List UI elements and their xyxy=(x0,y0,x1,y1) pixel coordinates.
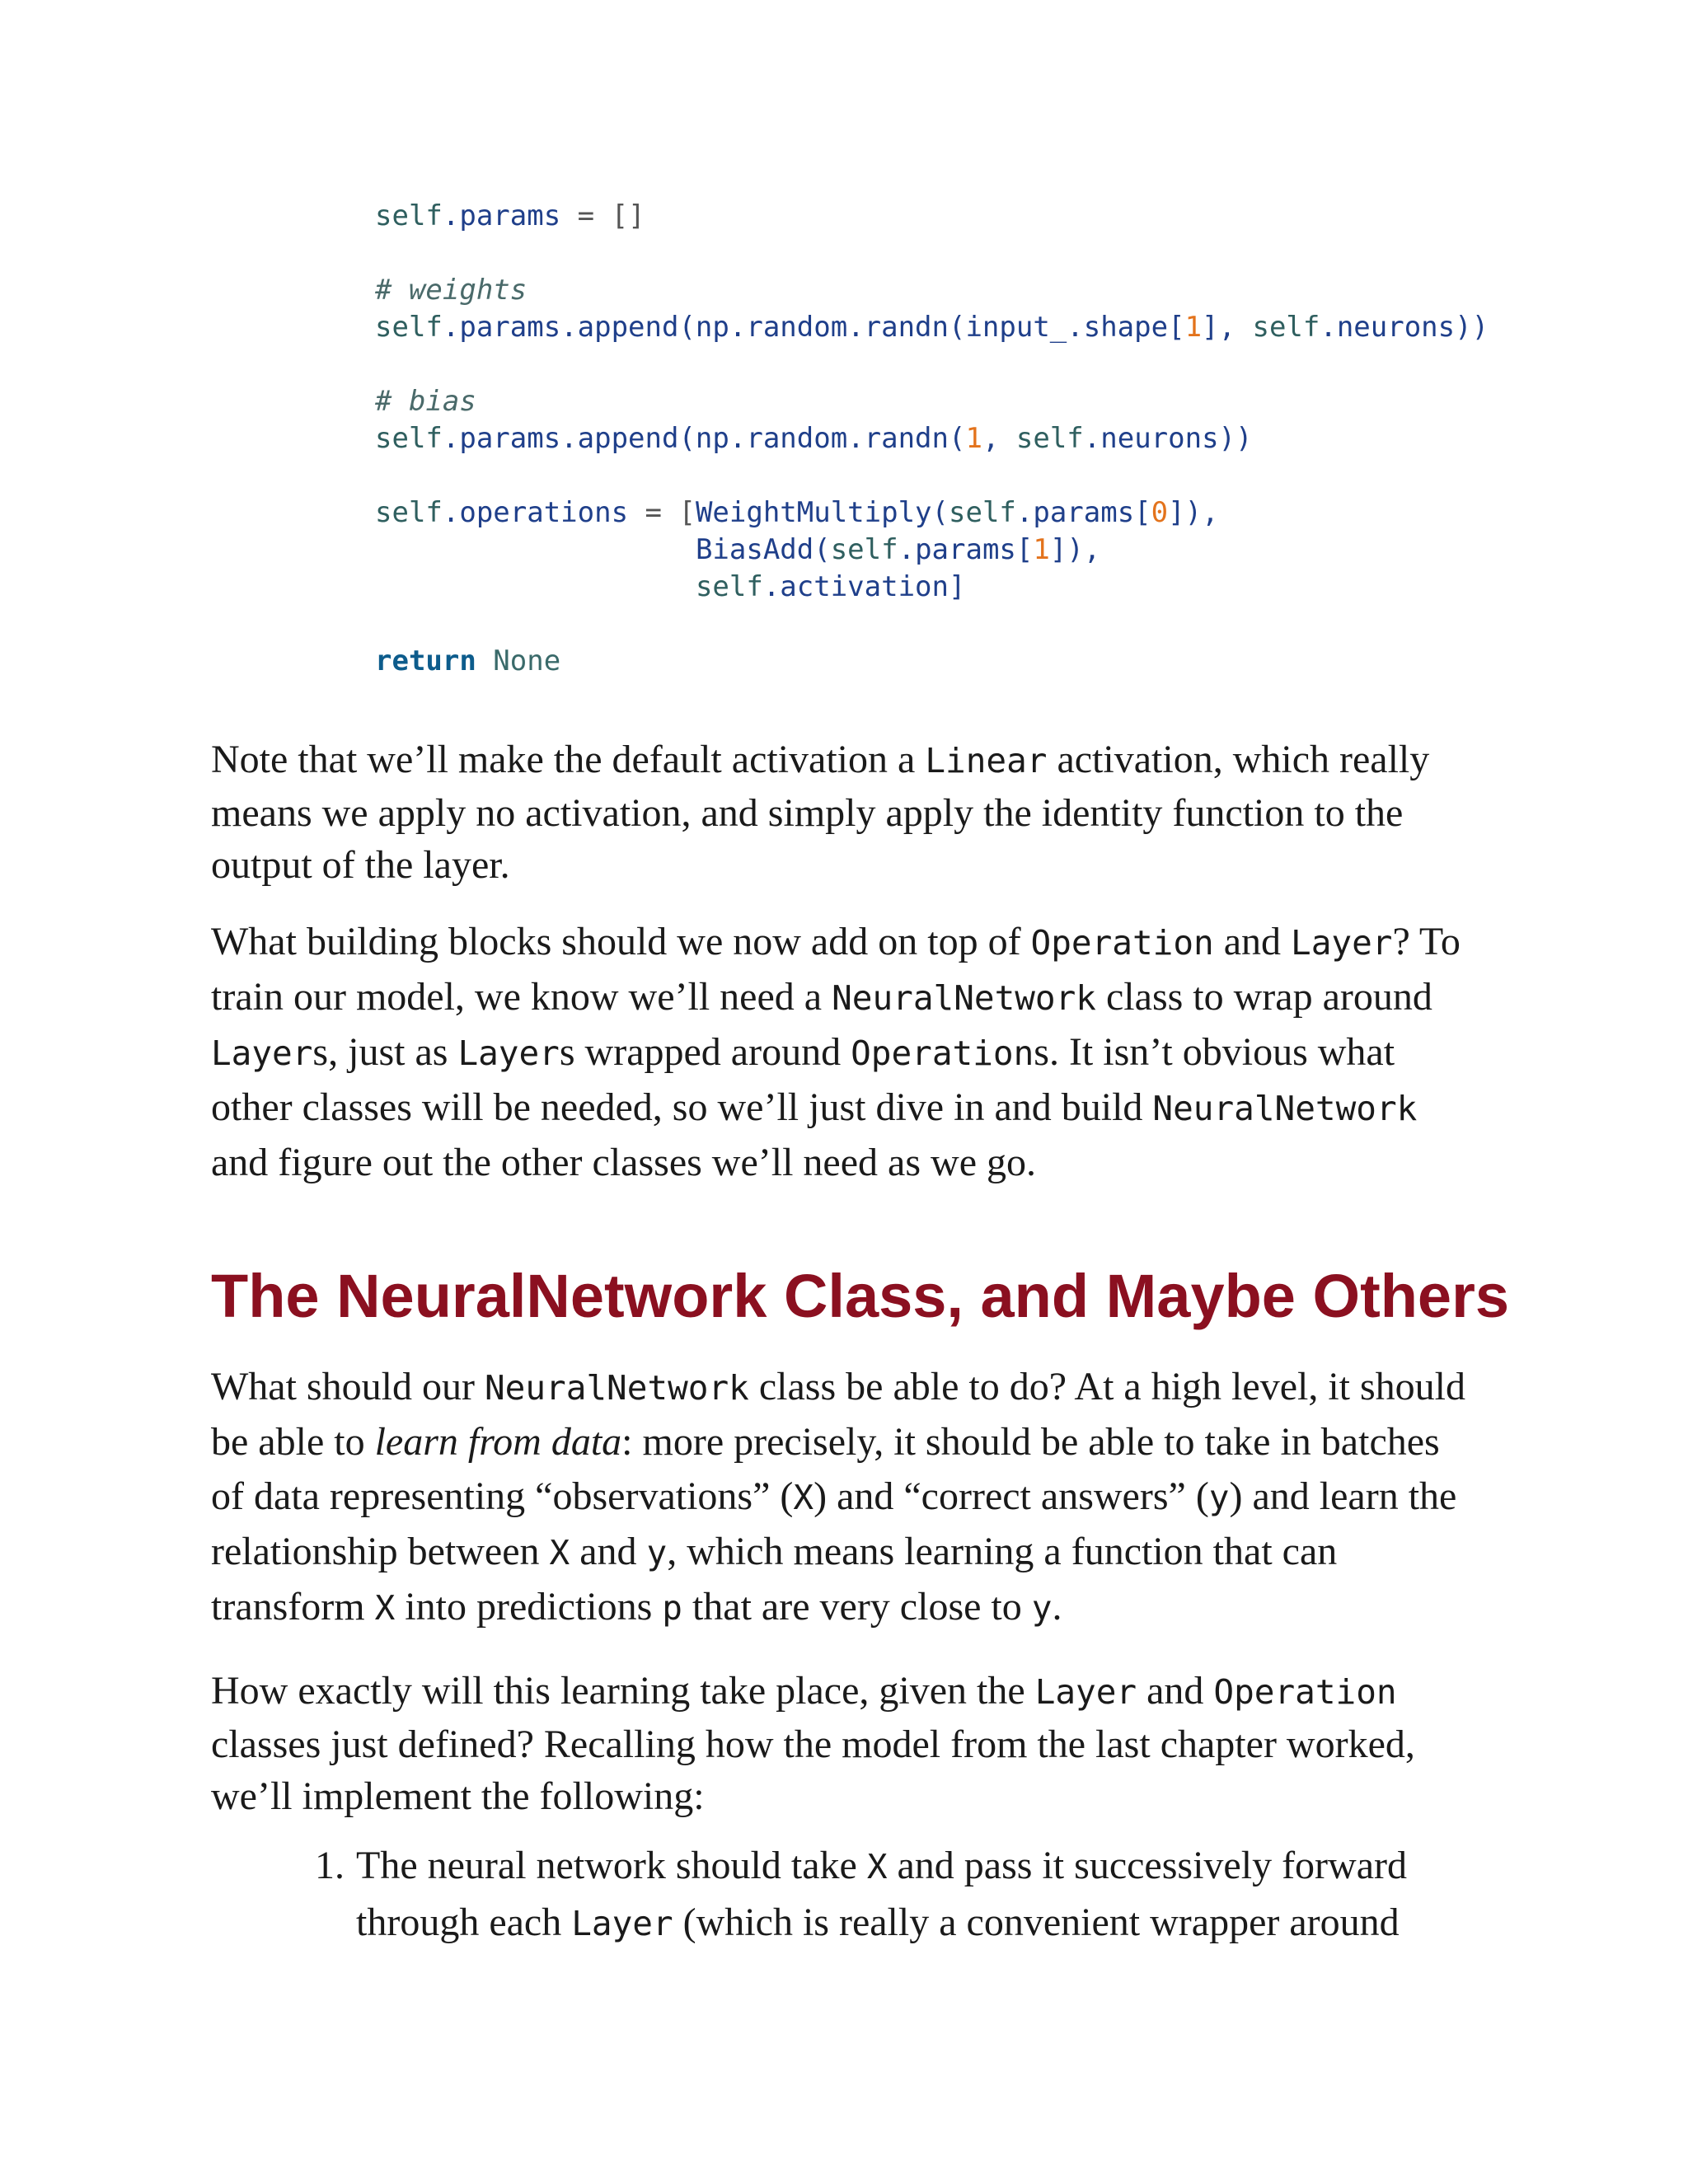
paragraph-building-blocks: What building blocks should we now add on top of Operation and Layer? To train our model, we know we’ll need a NeuralNetwork class to wrap around Layers, just as Layers wrapped around Operations. It isn’t obvious what other classes will be needed, so we’ll just dive in and build NeuralNetwork and figure out the other classes we’ll need as we go. xyxy=(211,920,1461,1184)
inline-code: X xyxy=(866,1847,888,1886)
inline-code: Linear xyxy=(925,741,1048,780)
code-line-blank xyxy=(375,235,1489,272)
inline-code: Layer xyxy=(1291,923,1393,963)
code-line: self.params = [] xyxy=(375,199,645,232)
list-number: 1. xyxy=(315,1844,345,1887)
inline-code: Layer xyxy=(211,1033,313,1073)
code-line: self.params.append(np.random.randn(input_.shape[1], self.neurons)) xyxy=(375,311,1489,344)
inline-code: X xyxy=(374,1588,396,1628)
inline-code: Layer xyxy=(571,1904,673,1943)
inline-code: Operation xyxy=(851,1033,1034,1073)
code-line: self.operations = [WeightMultiply(self.params[0]), xyxy=(375,496,1219,529)
code-line-blank xyxy=(375,606,1489,643)
inline-code: NeuralNetwork xyxy=(1152,1089,1418,1128)
paragraph-linear-activation: Note that we’ll make the default activation a Linear activation, which really means we apply no activation, and simply apply the identity function to the output of the layer. xyxy=(211,738,1430,887)
section-heading: The NeuralNetwork Class, and Maybe Others xyxy=(211,1262,1510,1330)
inline-code: Layer xyxy=(1034,1672,1137,1712)
code-comment: # bias xyxy=(375,385,476,418)
inline-code: X xyxy=(549,1533,570,1572)
code-line-blank xyxy=(375,457,1489,494)
inline-code: p xyxy=(662,1588,682,1628)
inline-code: Layer xyxy=(457,1033,560,1073)
inline-code: y xyxy=(646,1533,668,1572)
paragraph-learning-process: How exactly will this learning take place, given the Layer and Operation classes just defined? Recalling how the model from the last chapter worked, we’ll implement the following: xyxy=(211,1669,1415,1818)
code-line-blank xyxy=(375,346,1489,383)
numbered-list xyxy=(315,1838,1469,1952)
inline-code: y xyxy=(1208,1478,1230,1517)
code-comment: # weights xyxy=(375,274,528,307)
inline-code: y xyxy=(1031,1588,1053,1628)
inline-code: X xyxy=(793,1478,814,1517)
code-line: BiasAdd(self.params[1]), xyxy=(695,533,1101,566)
code-line: return None xyxy=(375,644,561,677)
list-item-text: The neural network should take X and pass it successively forward through each Layer (which is really a convenient wrapper around xyxy=(356,1844,1407,1944)
paragraph-neuralnetwork-purpose: What should our NeuralNetwork class be able to do? At a high level, it should be able to learn from data: more precisely, it should be able to take in batches of data representing “observations” (X) and “correct answers” (y) and learn the relationship between X and y, which means learning a function that can transform X into predictions p that are very close to y. xyxy=(211,1365,1466,1629)
code-block xyxy=(375,198,1489,680)
inline-code: Operation xyxy=(1213,1672,1397,1712)
code-line: self.params.append(np.random.randn(1, self.neurons)) xyxy=(375,422,1253,455)
inline-code: NeuralNetwork xyxy=(484,1368,749,1408)
inline-code: NeuralNetwork xyxy=(832,978,1096,1018)
list-item xyxy=(315,1838,1469,1952)
emphasis: learn from data xyxy=(374,1420,622,1464)
code-line: self.activation] xyxy=(695,570,966,603)
inline-code: Operation xyxy=(1030,923,1214,963)
